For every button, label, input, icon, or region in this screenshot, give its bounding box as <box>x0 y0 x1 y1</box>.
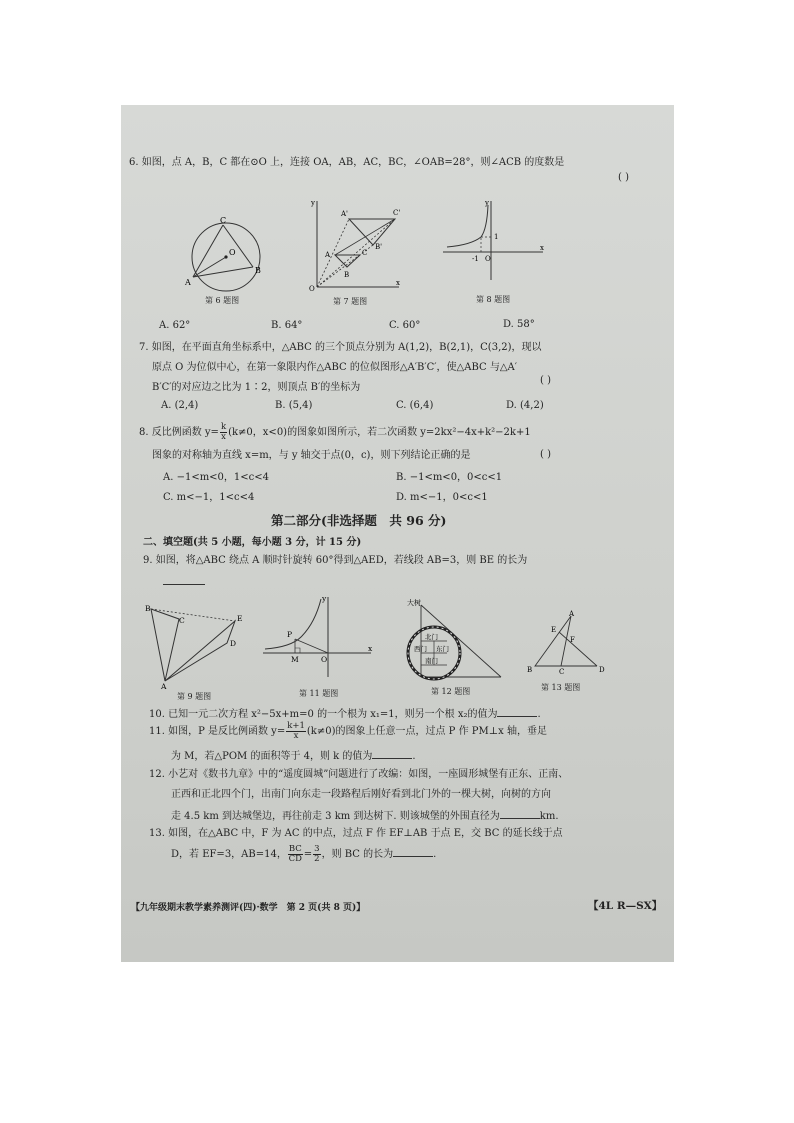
figure-6-circle <box>181 215 271 293</box>
q13-equals: = <box>303 849 313 860</box>
q11-frac-num: k+1 <box>287 721 305 731</box>
q12-answer-blank[interactable] <box>500 808 540 819</box>
fig7-label-c: C <box>362 249 368 257</box>
q8-option-b: B. −1<m<0，0<c<1 <box>396 472 503 483</box>
q7-line2: 原点 O 为位似中心，在第一象限内作△ABC 的位似图形△A′B′C′，使△ABC 与△A′ <box>152 362 518 373</box>
q11-end: . <box>412 751 416 762</box>
fig9-label-c: C <box>179 616 185 625</box>
q11-prefix: 11. 如图，P 是反比例函数 y= <box>149 726 286 737</box>
q8-fraction <box>220 423 227 442</box>
fig11-label-o: O <box>321 655 328 664</box>
q9-text: 9. 如图，将△ABC 绕点 A 顺时针旋转 60°得到△AED，若线段 AB=3，则 BE 的长为 <box>143 555 528 566</box>
q12-unit: km. <box>539 811 559 822</box>
fig12-label-west: 西门 <box>414 645 427 653</box>
figure-8-hyperbola <box>441 197 546 282</box>
fig9-label-d: D <box>230 639 237 648</box>
fig12-label-south: 南门 <box>425 657 438 665</box>
fig7-label-a1: A' <box>341 210 348 218</box>
fig13-label-b: B <box>527 666 533 674</box>
figure-13-triangle <box>521 610 606 675</box>
q13-frac1-num: BC <box>288 844 302 854</box>
q13-end: . <box>433 849 437 860</box>
q12-line2: 正西和正北四个门，出南门向东走一段路程后刚好看到北门外的一棵大树，向树的方向 <box>171 789 551 800</box>
fig12-label-east: 东门 <box>436 645 449 653</box>
q13-fraction-1 <box>288 845 303 864</box>
q13-suffix: ，则 BC 的长为 <box>321 849 394 860</box>
q11-line2-text: 为 M，若△POM 的面积等于 4，则 k 的值为 <box>171 751 373 762</box>
fig7-caption: 第 7 题图 <box>333 297 368 306</box>
q11-fraction <box>286 722 306 741</box>
q8-option-d: D. m<−1，0<c<1 <box>396 492 488 503</box>
q6-answer-paren: ( ) <box>618 172 629 183</box>
q7-option-a: A. (2,4) <box>161 400 199 411</box>
q8-option-c: C. m<−1，1<c<4 <box>163 492 255 503</box>
fig13-label-f: F <box>570 636 575 644</box>
fig11-label-y: y <box>322 594 327 603</box>
fig7-label-b: B <box>344 271 350 279</box>
q7-option-d: D. (4,2) <box>506 400 544 411</box>
q11-suffix: (k≠0)的图象上任意一点，过点 P 作 PM⊥x 轴，垂足 <box>306 726 547 737</box>
section2-heading: 二、填空题(共 5 小题，每小题 3 分，计 15 分) <box>143 537 362 548</box>
q7-option-b: B. (5,4) <box>275 400 313 411</box>
footer-right: 【4L R—SX】 <box>588 900 663 912</box>
fig6-label-o: O <box>229 248 236 257</box>
fig8-label-neg1: -1 <box>472 255 479 263</box>
q10-text: 10. 已知一元二次方程 x²−5x+m=0 的一个根为 x₁=1，则另一个根 x₂的值为 <box>149 709 498 720</box>
q13-answer-blank[interactable] <box>393 846 433 857</box>
q13-frac2-den: 2 <box>314 854 320 864</box>
q12-line3-text: 走 4.5 km 到达城堡边，再往前走 3 km 到达树下. 则该城堡的外围直径为 <box>171 811 500 822</box>
q6-option-d: D. 58° <box>503 319 535 330</box>
q6-option-a: A. 62° <box>159 320 191 331</box>
fig12-caption: 第 12 题图 <box>431 687 471 696</box>
fig9-label-b: B <box>145 604 151 613</box>
q6-option-b: B. 64° <box>271 320 303 331</box>
footer-left: 【九年级期末教学素养测评(四)·数学 第 2 页(共 8 页)】 <box>131 903 366 913</box>
fig8-label-x: x <box>540 244 544 252</box>
q13-prefix: D，若 EF=3，AB=14， <box>171 849 287 860</box>
q13-fraction-2 <box>313 845 320 864</box>
q8-line2: 图象的对称轴为直线 x=m，与 y 轴交于点(0，c)，则下列结论正确的是 <box>152 450 471 461</box>
q7-option-c: C. (6,4) <box>396 400 434 411</box>
q11-line1 <box>149 722 547 742</box>
q11-answer-blank[interactable] <box>372 748 412 759</box>
fig7-label-x: x <box>396 279 400 287</box>
fig7-label-o: O <box>309 285 315 293</box>
fig13-label-c: C <box>559 668 565 676</box>
fig8-label-1: 1 <box>494 233 499 241</box>
q7-line1: 7. 如图，在平面直角坐标系中，△ABC 的三个顶点分别为 A(1,2)，B(2,1)，C(3,2)，现以 <box>139 342 542 353</box>
q8-suffix: (k≠0，x<0)的图象如图所示，若二次函数 y=2kx²−4x+k²−2k+1 <box>228 427 531 438</box>
fig11-label-p: P <box>287 630 293 639</box>
fig6-label-c: C <box>220 216 227 225</box>
fig7-label-c1: C' <box>393 209 401 217</box>
fig7-label-y: y <box>311 199 315 207</box>
q13-frac2-num: 3 <box>314 844 320 854</box>
fig9-label-e: E <box>237 614 243 623</box>
q10-line <box>149 706 541 721</box>
q13-line1: 13. 如图，在△ABC 中，F 为 AC 的中点，过点 F 作 EF⊥AB 于点 E，交 BC 的延长线于点 <box>149 828 563 839</box>
q7-answer-paren: ( ) <box>540 375 551 386</box>
q10-answer-blank[interactable] <box>497 706 537 717</box>
figure-12-castle <box>401 595 521 683</box>
fig7-label-a: A <box>325 251 331 259</box>
q11-frac-den: x <box>293 731 299 741</box>
exam-page <box>121 105 674 962</box>
fig6-caption: 第 6 题图 <box>205 296 240 305</box>
q11-line2 <box>171 748 416 763</box>
fig8-label-y: y <box>485 199 489 207</box>
fig9-label-a: A <box>161 682 167 691</box>
q13-frac1-den: CD <box>288 854 302 864</box>
figure-11-hyperbola <box>261 593 376 678</box>
q8-line1 <box>139 423 531 443</box>
q12-line1: 12. 小艺对《数书九章》中的“遥度圆城”问题进行了改编：如图，一座圆形城堡有正东、正南、 <box>149 769 569 780</box>
fig12-label-tree: 大树 <box>407 599 421 607</box>
fig6-label-b: B <box>255 266 261 275</box>
fig11-caption: 第 11 题图 <box>299 689 339 698</box>
q7-line3: B′C′的对应边之比为 1∶2，则顶点 B′的坐标为 <box>152 382 361 393</box>
fig7-label-b1: B' <box>375 243 383 251</box>
q8-frac-den: x <box>221 432 226 442</box>
fig13-caption: 第 13 题图 <box>541 683 581 692</box>
fig11-label-x: x <box>368 644 373 653</box>
q6-text: 6. 如图，点 A，B，C 都在⊙O 上，连接 OA，AB，AC，BC，∠OAB=28°，则∠ACB 的度数是 <box>129 157 565 168</box>
fig9-caption: 第 9 题图 <box>177 692 212 701</box>
q12-line3 <box>171 808 559 823</box>
fig11-label-m: M <box>291 655 299 664</box>
q13-line2 <box>171 844 436 866</box>
fig8-label-o: O <box>485 255 491 263</box>
fig8-caption: 第 8 题图 <box>476 295 511 304</box>
fig12-label-north: 北门 <box>425 633 438 641</box>
q8-prefix: 8. 反比例函数 y= <box>139 427 219 438</box>
fig6-label-a: A <box>185 278 191 287</box>
q10-end: . <box>537 709 541 720</box>
fig13-label-e: E <box>551 626 557 634</box>
q8-frac-num: k <box>220 422 227 432</box>
figure-9-rotation <box>143 603 248 691</box>
q8-answer-paren: ( ) <box>540 449 551 460</box>
part2-title: 第二部分(非选择题 共 96 分) <box>271 513 447 528</box>
figure-7-coordinates <box>307 197 402 292</box>
fig13-label-d: D <box>599 666 605 674</box>
fig13-label-a: A <box>569 610 575 618</box>
q8-option-a: A. −1<m<0，1<c<4 <box>163 472 270 483</box>
q9-answer-blank[interactable] <box>163 574 205 585</box>
q6-option-c: C. 60° <box>389 320 421 331</box>
